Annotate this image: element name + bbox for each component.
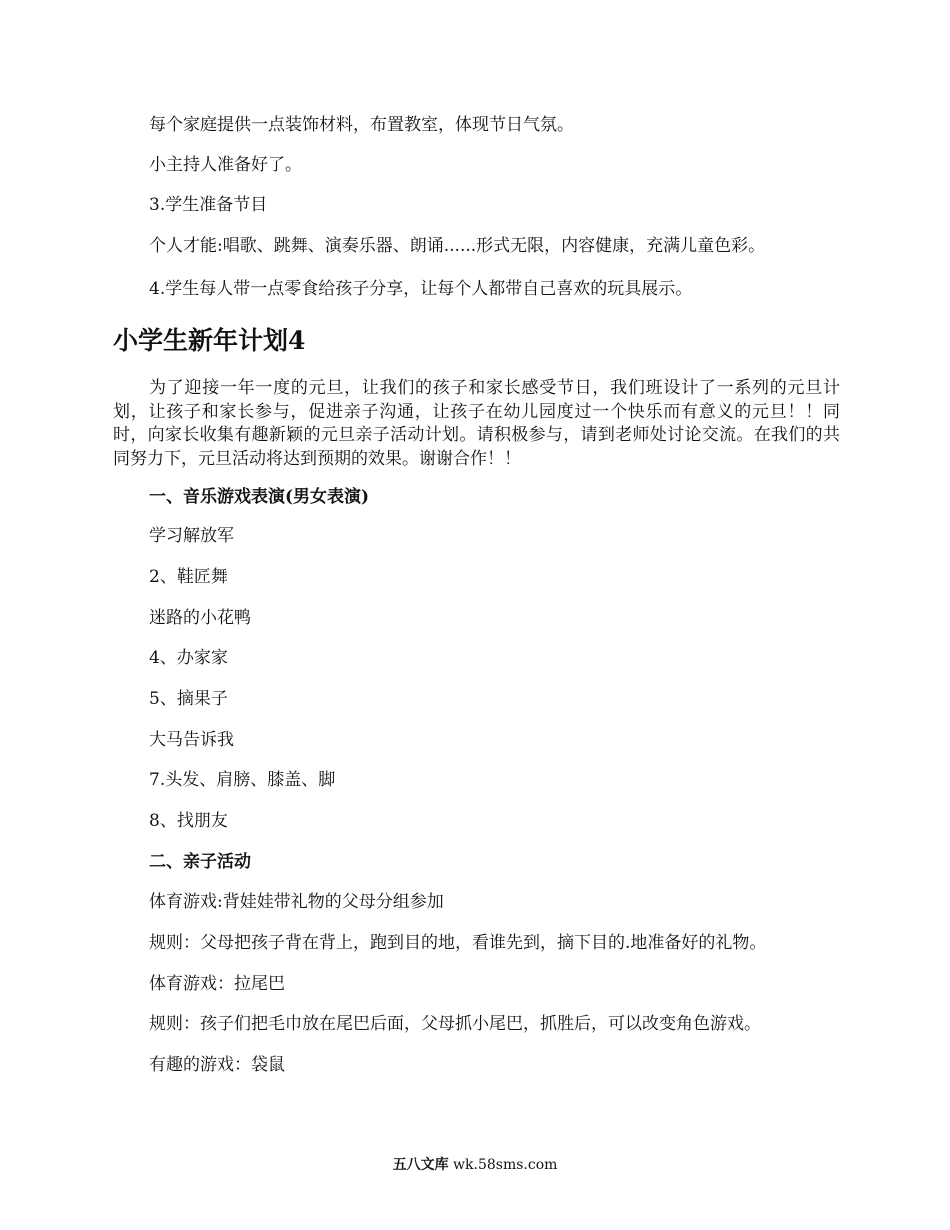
section-heading: 小学生新年计划4 xyxy=(113,326,306,355)
list-item: 规则：孩子们把毛巾放在尾巴后面，父母抓小尾巴，抓胜后，可以改变角色游戏。 xyxy=(149,1014,761,1034)
list-item: 2、鞋匠舞 xyxy=(149,567,228,587)
list-item: 学习解放军 xyxy=(149,526,234,546)
page-footer xyxy=(0,1155,950,1175)
body-line: 4.学生每人带一点零食给孩子分享，让每个人都带自己喜欢的玩具展示。 xyxy=(149,279,693,299)
section-title-music: 一、音乐游戏表演(男女表演) xyxy=(149,487,370,507)
section-title-parent-child: 二、亲子活动 xyxy=(149,852,251,872)
list-item: 5、摘果子 xyxy=(149,689,228,709)
body-line: 小主持人准备好了。 xyxy=(149,155,302,175)
body-line: 个人才能:唱歌、跳舞、演奏乐器、朗诵......形式无限，内容健康，充满儿童色彩。 xyxy=(149,236,766,256)
list-item: 8、找朋友 xyxy=(149,811,228,831)
list-item: 有趣的游戏：袋鼠 xyxy=(149,1055,285,1075)
list-item: 7.头发、肩膀、膝盖、脚 xyxy=(149,770,336,790)
list-item: 体育游戏:背娃娃带礼物的父母分组参加 xyxy=(149,892,444,912)
body-line: 每个家庭提供一点装饰材料，布置教室，体现节日气氛。 xyxy=(149,115,574,135)
list-item: 4、办家家 xyxy=(149,648,228,668)
list-item: 规则：父母把孩子背在背上，跑到目的地，看谁先到，摘下目的.地准备好的礼物。 xyxy=(149,933,767,953)
body-line: 3.学生准备节目 xyxy=(149,195,268,215)
list-item: 迷路的小花鸭 xyxy=(149,608,251,628)
list-item: 体育游戏：拉尾巴 xyxy=(149,974,285,994)
list-item: 大马告诉我 xyxy=(149,730,234,750)
footer-url: wk.58sms.com xyxy=(453,1157,558,1173)
intro-paragraph: 为了迎接一年一度的元旦，让我们的孩子和家长感受节日，我们班设计了一系列的元旦计划，让孩子和家长参与，促进亲子沟通，让孩子在幼儿园度过一个快乐而有意义的元旦！！同时，向家长收集有趣新颖的元旦亲子活动计划。请积极参与，请到老师处讨论交流。在我们的共同努力下，元旦活动将达到预期的效果。谢谢合作！！ xyxy=(113,378,840,469)
footer-brand: 五八文库 xyxy=(392,1157,449,1173)
